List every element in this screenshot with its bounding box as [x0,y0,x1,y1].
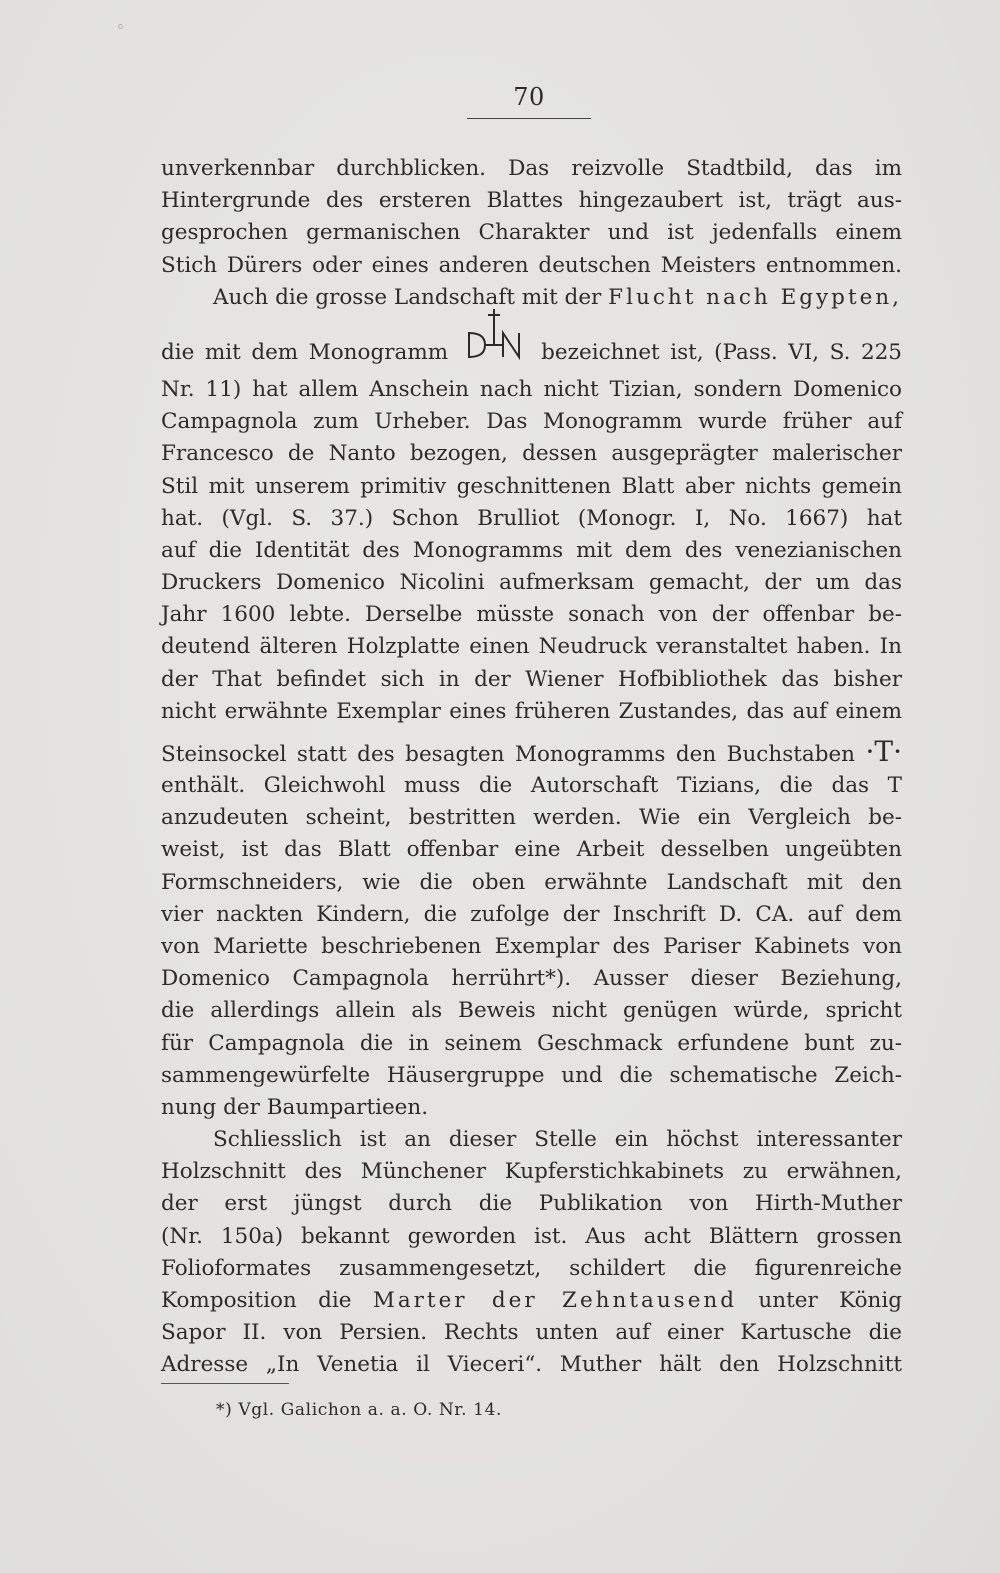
text-line: Folioformates zusammengesetzt, schildert die figurenreiche [161,1255,902,1281]
text-line: auf die Identität des Monogramms mit dem des venezianischen [161,537,902,563]
text-line [161,728,902,770]
text-line: Campagnola zum Urheber. Das Monogramm wurde früher auf [161,409,902,435]
text-line: nung der Baumpartieen. [161,1094,429,1120]
text-line [161,282,902,314]
page-number-rule [467,118,591,119]
text-line: vier nackten Kindern, die zufolge der Inschrift D. CA. auf dem [161,901,902,927]
text-line: Stil mit unserem primitiv geschnittenen Blatt aber nichts gemein [161,473,902,499]
text-line: Nr. 11) hat allem Anschein nach nicht Tizian, sondern Domenico [161,376,902,402]
body-text [161,153,902,1382]
spaced-title-marter: Marter der Zehntausend [372,1288,738,1313]
text-line: nicht erwähnte Exemplar eines früheren Zustandes, das auf einem [161,698,902,724]
text-line: Jahr 1600 lebte. Derselbe müsste sonach von der offenbar be- [161,602,902,628]
text-line: gesprochen germanischen Charakter und ist jedenfalls einem [161,220,902,246]
text-line: anzudeuten scheint, bestritten werden. Wie ein Vergleich be- [161,805,902,831]
text-line: Adresse „In Venetia il Vieceri“. Muther hält den Holzschnitt [161,1352,902,1378]
text-line: Schliesslich ist an dieser Stelle ein höchst interessanter [213,1127,902,1153]
footnote-rule [161,1383,289,1384]
text-run: Steinsockel statt des besagten Monogramms den Buchstaben [161,742,856,767]
page-number: 70 [513,83,545,111]
text-line-monogram [161,314,902,374]
text-line: Formschneiders, wie die oben erwähnte Landschaft mit den [161,869,902,895]
text-run: die mit dem Monogramm [161,339,449,365]
monogram-dn-icon [463,329,527,359]
text-run: unter König [758,1288,903,1313]
ink-smudge: ﾟ [116,22,131,49]
text-line: unverkennbar durchblicken. Das reizvolle Stadtbild, das im [161,156,902,181]
spaced-title-flucht: Flucht nach Egypten, [608,284,902,310]
footnote: *) Vgl. Galichon a. a. O. Nr. 14. [216,1400,502,1420]
text-line: von Mariette beschriebenen Exemplar des Pariser Kabinets von [161,933,902,959]
text-line: der That befindet sich in der Wiener Hofbibliothek das bisher [161,666,902,692]
text-line: der erst jüngst durch die Publikation von Hirth-Muther [161,1191,902,1217]
text-run: Auch die grosse Landschaft mit der [213,284,602,310]
text-line: Stich Dürers oder eines anderen deutschen Meisters entnommen. [161,252,902,278]
text-run: bezeichnet ist, (Pass. VI, S. 225 [541,339,902,365]
text-line: enthält. Gleichwohl muss die Autorschaft Tizians, die das T [161,773,902,798]
letter-t-mark: ·T· [865,735,902,768]
text-line: (Nr. 150a) bekannt geworden ist. Aus acht Blättern grossen [161,1223,902,1249]
text-line: Hintergrunde des ersteren Blattes hingezaubert ist, trägt aus- [161,188,902,214]
text-line: Domenico Campagnola herrührt*). Ausser dieser Beziehung, [161,966,902,992]
text-line: weist, ist das Blatt offenbar eine Arbeit desselben ungeübten [161,837,902,863]
text-line: Francesco de Nanto bezogen, dessen ausgeprägter malerischer [161,441,902,467]
text-line: sammengewürfelte Häusergruppe und die schematische Zeich- [161,1062,902,1088]
text-line: für Campagnola die in seinem Geschmack erfundene bunt zu- [161,1030,902,1056]
text-line: die allerdings allein als Beweis nicht genügen würde, spricht [161,998,902,1024]
text-line: Sapor II. von Persien. Rechts unten auf einer Kartusche die [161,1320,902,1346]
text-line [161,1285,902,1317]
text-run: Komposition die [161,1288,352,1313]
text-line: hat. (Vgl. S. 37.) Schon Brulliot (Monogr. I, No. 1667) hat [161,505,902,531]
text-line: Holzschnitt des Münchener Kupferstichkabinets zu erwähnen, [161,1159,902,1185]
text-line: deutend älteren Holzplatte einen Neudruck veranstaltet haben. In [161,634,902,660]
text-line: Druckers Domenico Nicolini aufmerksam gemacht, der um das [161,570,902,596]
